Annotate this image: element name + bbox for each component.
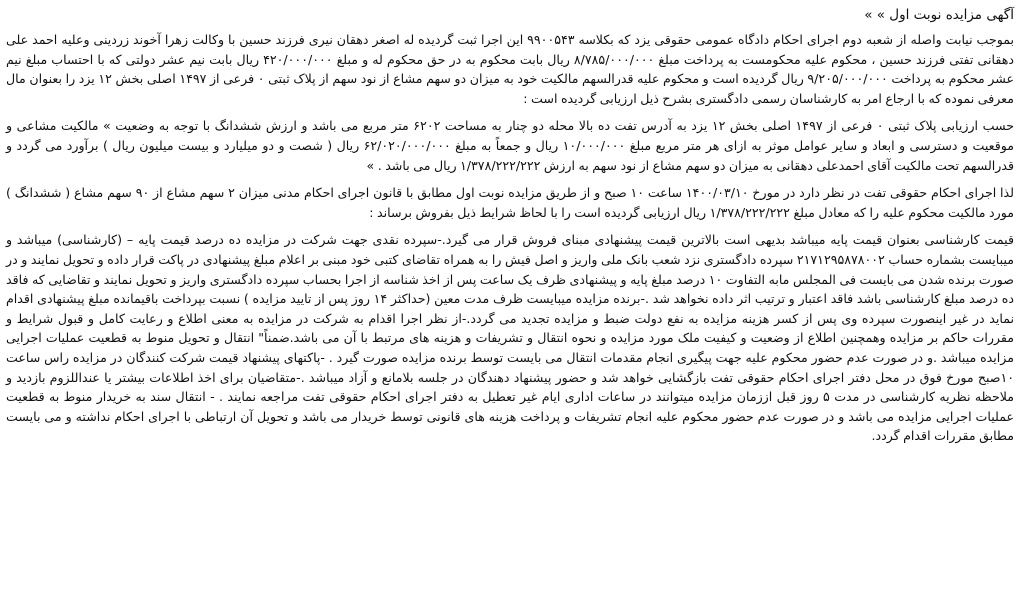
notice-paragraph-appraisal: حسب ارزیابی پلاک ثبتی ۰ فرعی از ۱۴۹۷ اصلی بخش ۱۲ یزد به آدرس تفت ده بالا محله دو چنار به مساحت ۶۲۰۲ متر مربع می باشد و ارزش ششدانگ با توجه به وضعیت » مالکیت مشاعی و موقعیت و دسترسی و ابعاد و سایر عوامل موثر به ازای هر متر مربع مبلغ ۱۰/۰۰۰/۰۰۰ ریال و جمعاً به مبلغ ۶۲/۰۲۰/۰۰۰/۰۰۰ ریال ( شصت و دو میلیارد و بیست میلیون ریال ) برآورد می گردد و قدرالسهم تحت مالکیت آقای احمدعلی دهقانی به میزان دو سهم مشاع از نود سهم به ارزش ۱/۳۷۸/۲۲۲/۲۲۲ ریال می باشد . » (6, 118, 1014, 173)
notice-title: آگهی مزایده نوبت اول » » (864, 7, 1014, 23)
paragraph-gap (6, 175, 1014, 183)
notice-paragraph-case: بموجب نیابت واصله از شعبه دوم اجرای احکام دادگاه عمومی حقوقی یزد که بکلاسه ۹۹۰۰۵۴۳ این اجرا ثبت گردیده له اصغر دهقان نیری فرزند حسین با وکالت زهرا آخوند زردینی وعلیه احمد علی دهقانی تفتی فرزند حسین ، محکوم علیه محکومست به پرداخت مبلغ ۸/۷۸۵/۰۰۰/۰۰۰ ریال بابت محکوم به در حق محکوم له و مبلغ ۴۲۰/۰۰۰/۰۰۰ ریال بابت نیم عشر دولتی که با احتساب مبلغ نیم عشر محکوم به پرداخت ۹/۲۰۵/۰۰۰/۰۰۰ ریال گردیده است و محکوم علیه قدرالسهم مالکیت خود به میزان دو سهم مشاع از نود سهم از پلاک ثبتی ۰ فرعی از ۱۴۹۷ اصلی بخش ۱۲ یزد را بعنوان مال معرفی نموده که با ارجاع امر به کارشناسان رسمی دادگستری بشرح ذیل ارزیابی گردیده است : (6, 32, 1014, 106)
paragraph-gap (6, 222, 1014, 230)
paragraph-gap (6, 108, 1014, 116)
notice-paragraph-auction-date: لذا اجرای احکام حقوقی تفت در نظر دارد در مورخ ۱۴۰۰/۰۳/۱۰ ساعت ۱۰ صبح و از طریق مزایده نوبت اول مطابق با قانون اجرای احکام مدنی میزان ۲ سهم مشاع از ۹۰ سهم مشاع ( ششدانگ ) مورد مالکیت محکوم علیه را که معادل مبلغ ۱/۳۷۸/۲۲۲/۲۲۲ ریال ارزیابی گردیده است را با لحاظ شرایط ذیل بفروش برساند : (6, 185, 1014, 220)
notice-paragraph-conditions: قیمت کارشناسی بعنوان قیمت پایه میباشد بدیهی است بالاترین قیمت پیشنهادی مبنای فروش قرار می گیرد.-سپرده نقدی جهت شرکت در مزایده ده درصد قیمت پایه – (کارشناسی) میباشد و میبایست بشماره حساب ۲۱۷۱۲۹۵۸۷۸۰۰۲ سپرده دادگستری نزد شعب بانک ملی واریز و اصل فیش را به همراه تقاضای کتبی خود مبنی بر اعلام مبلغ پیشنهادی در پاکت قرار داده و تحویل نمایند و در صورت برنده شدن می بایست فی المجلس مابه التفاوت ۱۰ درصد مبلغ پایه و پیشنهادی ظرف یک ساعت پس از اخذ شناسه از اجرا بحساب سپرده دادگستری واریز و تحویل نمایند و تقاضایی که فاقد ده درصد مبلغ کارشناسی باشد فاقد اعتبار و ترتیب اثر داده نخواهد شد .-برنده مزایده میبایست ظرف مدت معین (حداکثر ۱۴ روز پس از تایید مزایده ) نسبت بپرداخت باقیمانده مبلغ پیشنهادی اقدام نماید در غیر اینصورت سپرده وی پس از کسر هزینه مزایده به نفع دولت ضبط و مزایده تجدید می گردد.-از نظر اجرا اقدام به شرکت در مزایده به معنی اطلاع و رعایت کامل و قبول شرایط و مقررات حاکم بر مزایده وهمچنین اطلاع از وضعیت و کیفیت ملک مورد مزایده و نحوه انتقال و تشریفات و هزینه های مرتبط با آن می باشد.ضمناً" انتقال و تحویل منوط به قطعیت عملیات اجرایی مزایده میباشد .و در صورت عدم حضور محکوم علیه جهت پیگیری انجام مقدمات انتقال می بایست توسط برنده مزایده صورت گیرد . -پاکتهای پیشنهاد قیمت شرکت کنندگان در مزایده راس ساعت ۱۰صبح مورخ فوق در محل دفتر اجرای احکام حقوقی تفت بازگشایی خواهد شد و حضور پیشنهاد دهندگان در جلسه بلامانع و آزاد میباشد .-متقاضیان برای اخذ اطلاعات بیشتر یا عنداللزوم بازدید و ملاحظه نظریه کارشناسی در مدت ۵ روز قبل اززمان مزایده میتوانند در ساعات اداری ایام غیر تعطیل به دفتر اجرای احکام حقوقی تفت مراجعه نمایند . - انتقال سند به خریدار منوط به قطعیت عملیات اجرایی مزایده می باشد و در صورت عدم حضور محکوم علیه انجام تشریفات و پرداخت هزینه های قانونی توسط خریدار می باشد و تحویل آن ارتباطی با اجرای احکام نداشته و می بایست مطابق مقررات اقدام گردد. (6, 232, 1015, 444)
